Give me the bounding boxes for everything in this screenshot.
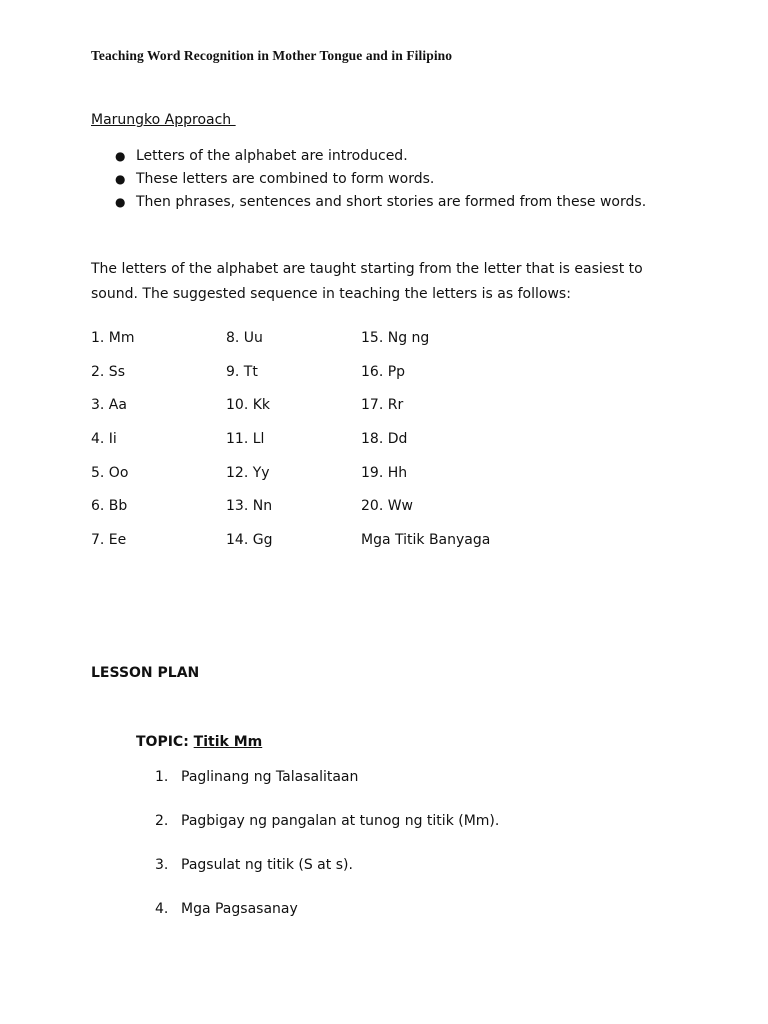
bullet-item bbox=[110, 168, 646, 191]
document-title: Teaching Word Recognition in Mother Tongue and in Filipino bbox=[91, 48, 453, 63]
approach-heading: Marungko Approach bbox=[91, 112, 236, 128]
list-item bbox=[155, 810, 499, 854]
list-item bbox=[155, 766, 499, 810]
letter-cell: 1. Mm bbox=[91, 330, 135, 346]
letter-cell: 8. Uu bbox=[226, 330, 263, 346]
step-text: Mga Pagsasanay bbox=[181, 901, 298, 917]
step-text: Paglinang ng Talasalitaan bbox=[181, 769, 359, 785]
lesson-steps-list bbox=[155, 766, 499, 942]
letter-cell: 15. Ng ng bbox=[361, 330, 430, 346]
bullet-text: These letters are combined to form words. bbox=[136, 171, 435, 187]
table-row bbox=[91, 361, 591, 395]
bullet-icon: ● bbox=[115, 195, 126, 209]
bullet-text: Letters of the alphabet are introduced. bbox=[136, 148, 408, 164]
letter-cell: 9. Tt bbox=[226, 363, 258, 380]
topic-line bbox=[136, 734, 262, 750]
bullet-item bbox=[110, 191, 646, 214]
list-item bbox=[155, 898, 499, 942]
letter-cell: 20. Ww bbox=[361, 498, 414, 515]
table-row bbox=[91, 327, 591, 361]
letter-cell: 14. Gg bbox=[226, 532, 273, 549]
bullet-text: Then phrases, sentences and short stories are formed from these words. bbox=[136, 194, 647, 210]
letter-cell: 13. Nn bbox=[226, 498, 273, 515]
table-row bbox=[91, 462, 591, 496]
step-text: Pagsulat ng titik (S at s). bbox=[181, 857, 353, 873]
letter-cell: Mga Titik Banyaga bbox=[361, 532, 491, 549]
letter-sequence-table bbox=[91, 327, 591, 563]
letter-cell: 4. Ii bbox=[91, 431, 117, 448]
bullet-icon: ● bbox=[115, 149, 126, 163]
letter-cell: 5. Oo bbox=[91, 464, 129, 481]
step-number: 3. bbox=[155, 857, 169, 873]
bullet-item bbox=[110, 145, 646, 168]
letter-cell: 2. Ss bbox=[91, 363, 125, 380]
table-row bbox=[91, 428, 591, 462]
approach-bullet-list bbox=[110, 145, 646, 214]
step-number: 4. bbox=[155, 901, 169, 917]
letter-cell: 11. Ll bbox=[226, 431, 265, 448]
letter-cell: 19. Hh bbox=[361, 464, 408, 481]
topic-label: TOPIC: bbox=[136, 734, 189, 750]
letter-cell: 17. Rr bbox=[361, 397, 404, 414]
letter-cell: 12. Yy bbox=[226, 464, 270, 481]
lesson-plan-heading: LESSON PLAN bbox=[91, 665, 200, 681]
bullet-icon: ● bbox=[115, 172, 126, 186]
topic-value: Titik Mm bbox=[193, 734, 263, 750]
step-text: Pagbigay ng pangalan at tunog ng titik (Mm). bbox=[181, 813, 500, 829]
letter-cell: 16. Pp bbox=[361, 363, 406, 380]
letter-cell: 6. Bb bbox=[91, 498, 128, 515]
step-number: 2. bbox=[155, 813, 169, 829]
letter-cell: 18. Dd bbox=[361, 431, 408, 448]
table-row bbox=[91, 495, 591, 529]
letter-cell: 3. Aa bbox=[91, 397, 127, 414]
step-number: 1. bbox=[155, 769, 169, 785]
letter-cell: 7. Ee bbox=[91, 532, 127, 549]
list-item bbox=[155, 854, 499, 898]
table-row bbox=[91, 529, 591, 563]
letter-cell: 10. Kk bbox=[226, 397, 271, 414]
sequence-intro-paragraph: The letters of the alphabet are taught starting from the letter that is easiest to sound. The suggested sequence in teaching the letters is as follows: bbox=[91, 261, 643, 302]
table-row bbox=[91, 394, 591, 428]
